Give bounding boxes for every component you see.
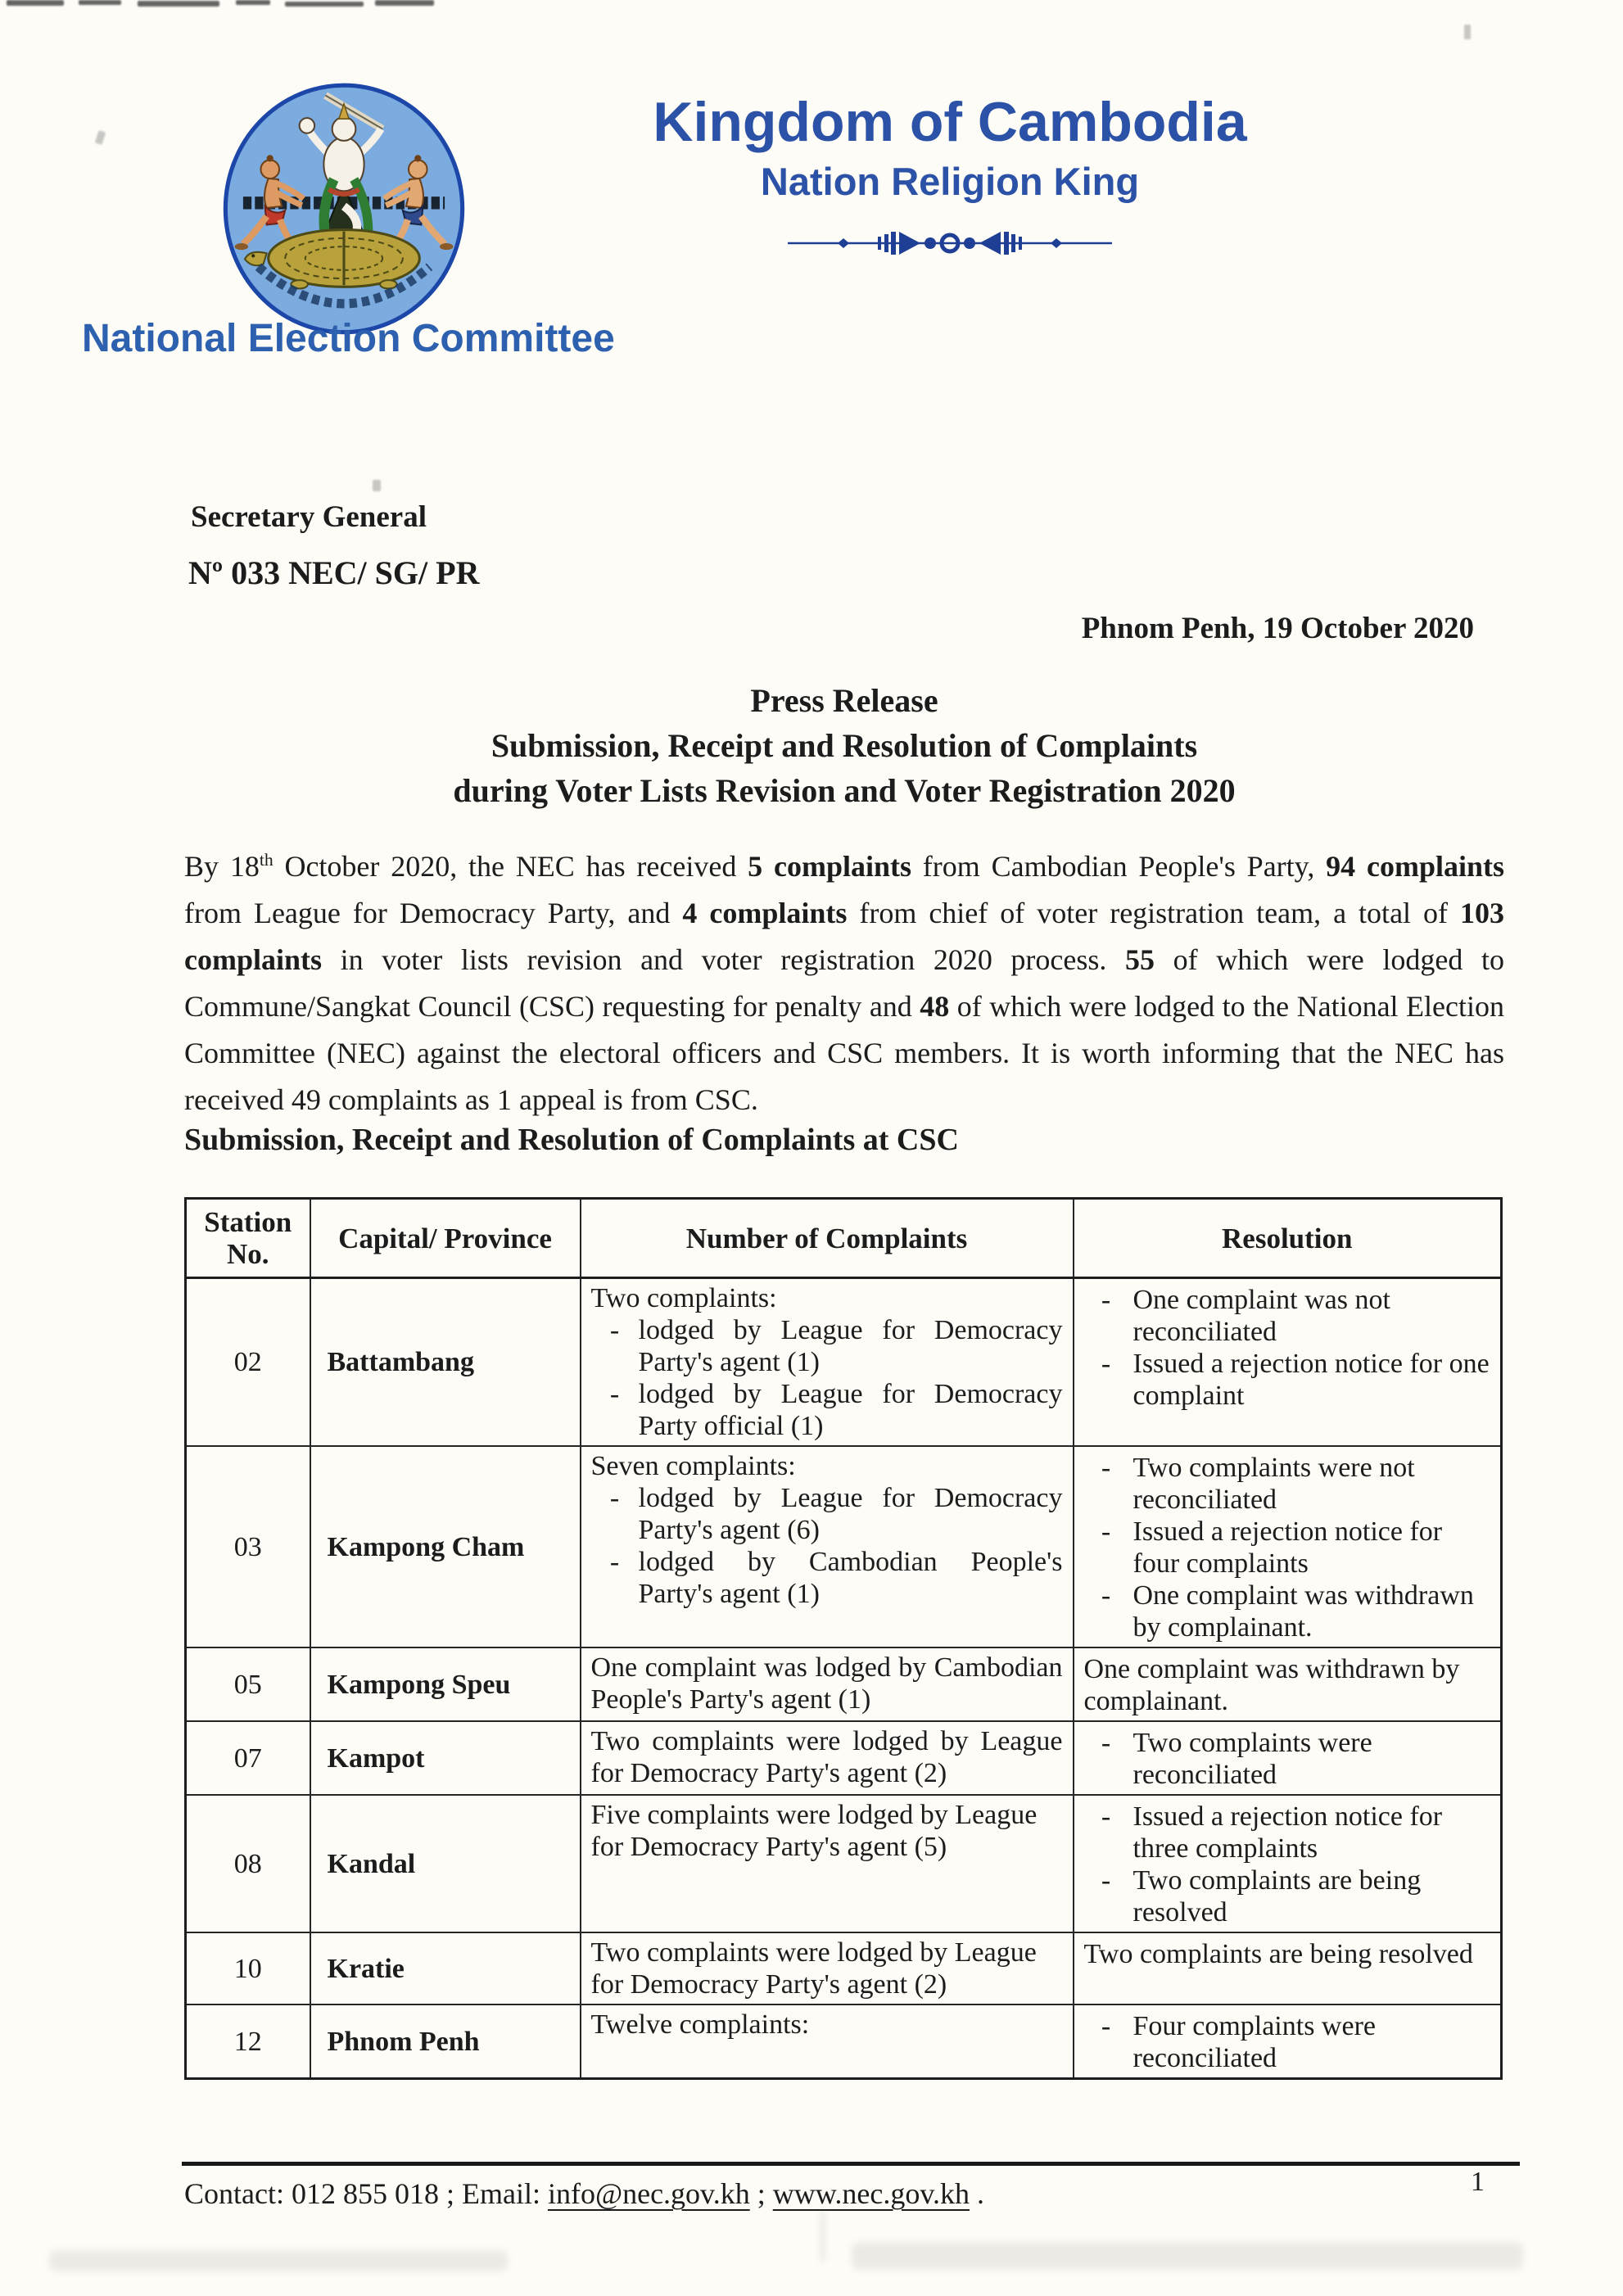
cell-capital-province: Phnom Penh <box>310 2004 581 2079</box>
bullet-text: Two complaints were not reconciliated <box>1132 1453 1415 1515</box>
scan-artifact <box>375 0 434 6</box>
title-line-3: during Voter Lists Revision and Voter Registration 2020 <box>453 772 1236 809</box>
cell-number-of-complaints <box>581 1795 1074 1932</box>
bullet-item <box>591 1378 1063 1442</box>
cell-capital-province: Kampong Cham <box>310 1446 581 1647</box>
bullet-text: One complaint was not reconciliated <box>1132 1285 1390 1347</box>
cell-capital-province: Battambang <box>310 1278 581 1447</box>
dash-marker: - <box>1101 1580 1111 1611</box>
section-title: Submission, Receipt and Resolution of Complaints at CSC <box>184 1123 959 1157</box>
cell-number-of-complaints <box>581 1721 1074 1795</box>
header-title-block <box>540 92 1359 264</box>
bullet-text: Two complaints are being resolved <box>1132 1865 1422 1928</box>
complaints-intro: Two complaints: <box>590 1283 777 1313</box>
dash-marker: - <box>1101 1865 1111 1896</box>
bullet-item <box>1079 1452 1494 1516</box>
bullet-item <box>1079 1727 1494 1791</box>
cell-station-no: 03 <box>186 1446 310 1647</box>
cell-station-no: 05 <box>186 1647 310 1721</box>
bullet-text: lodged by Cambodian People's Party's agent (1) <box>638 1547 1063 1609</box>
title-line-1: Press Release <box>750 682 938 719</box>
table-row <box>186 1721 1502 1795</box>
bullet-item <box>591 1482 1063 1546</box>
footer-separator: ; <box>749 2177 773 2210</box>
scan-artifact <box>285 2 364 7</box>
scan-smudge <box>852 2242 1523 2270</box>
dateline: Phnom Penh, 19 October 2020 <box>1081 612 1474 645</box>
cell-resolution <box>1074 1721 1502 1795</box>
footer <box>184 2167 1504 2211</box>
page-number: 1 <box>1471 2167 1485 2197</box>
col-header-capital-province: Capital/ Province <box>310 1199 581 1278</box>
bold-run: 55 <box>1125 943 1155 976</box>
complaints-intro: Twelve complaints: <box>590 2009 810 2040</box>
bullet-text: lodged by League for Democracy Party's agent (6) <box>638 1483 1063 1545</box>
committee-name: National Election Committee <box>82 317 615 360</box>
bullet-text: Four complaints were reconciliated <box>1132 2011 1376 2073</box>
col-header-resolution: Resolution <box>1074 1199 1502 1278</box>
cell-number-of-complaints <box>581 1647 1074 1721</box>
cell-resolution <box>1074 2004 1502 2079</box>
table-row <box>186 1795 1502 1932</box>
dash-marker: - <box>1101 2011 1111 2041</box>
col-header-station-no: Station No. <box>186 1199 310 1278</box>
bullet-text: Issued a rejection notice for one complaint <box>1132 1349 1490 1411</box>
text-run: By 18 <box>184 850 260 883</box>
footer-trailing: . <box>970 2177 985 2210</box>
text-run: of which were lodged to Commune/Sangkat Council (CSC) requesting for penalty and <box>184 943 1504 1023</box>
complaints-intro: Two complaints were lodged by League for Democracy Party's agent (2) <box>590 1937 1037 2000</box>
complaints-intro: Five complaints were lodged by League for Democracy Party's agent (5) <box>590 1800 1038 1862</box>
bullet-item <box>1079 1348 1494 1412</box>
dash-marker: - <box>609 1379 620 1409</box>
resolution-text: Two complaints are being resolved <box>1083 1939 1473 1969</box>
cell-capital-province: Kampong Speu <box>310 1647 581 1721</box>
bullet-text: One complaint was withdrawn by complainant. <box>1132 1580 1474 1643</box>
cell-number-of-complaints <box>581 2004 1074 2079</box>
bullet-item <box>1079 1801 1494 1864</box>
bullet-item <box>1079 1516 1494 1580</box>
bold-run: 48 <box>920 990 950 1023</box>
cell-resolution <box>1074 1932 1502 2004</box>
table-row <box>186 1647 1502 1721</box>
text-run: from League for Democracy Party, and <box>184 897 683 929</box>
dash-marker: - <box>1101 1801 1111 1832</box>
complaints-table <box>184 1197 1503 2080</box>
complaints-intro: Seven complaints: <box>590 1451 796 1481</box>
dash-marker: - <box>609 1483 620 1513</box>
scan-smudge <box>821 2211 824 2262</box>
bold-run: 103 complaints <box>184 897 1505 976</box>
nec-churning-emblem <box>218 80 470 341</box>
table-row <box>186 1278 1502 1447</box>
bold-run: 94 complaints <box>1326 850 1504 883</box>
scan-artifact <box>7 0 64 6</box>
complaints-intro: One complaint was lodged by Cambodian People's Party's agent (1) <box>590 1652 1063 1715</box>
document-title-block <box>152 678 1536 813</box>
bullet-item <box>1079 1580 1494 1643</box>
bullet-item <box>1079 2010 1494 2074</box>
cell-resolution <box>1074 1446 1502 1647</box>
text-run: in voter lists revision and voter registration 2020 process. <box>322 943 1126 976</box>
bullet-text: Issued a rejection notice for three complaints <box>1132 1801 1443 1864</box>
dash-marker: - <box>1101 1349 1111 1379</box>
dash-marker: - <box>1101 1285 1111 1315</box>
cell-station-no: 02 <box>186 1278 310 1447</box>
dash-marker: - <box>1101 1728 1111 1758</box>
col-header-number-of-complaints: Number of Complaints <box>581 1199 1074 1278</box>
scan-artifact <box>236 0 270 5</box>
cell-station-no: 07 <box>186 1721 310 1795</box>
scan-smudge <box>49 2250 508 2271</box>
text-run: October 2020, the NEC has received <box>273 850 748 883</box>
reference-number: Nº 033 NEC/ SG/ PR <box>188 554 480 591</box>
cell-resolution <box>1074 1647 1502 1721</box>
scan-artifact <box>95 130 106 145</box>
body-paragraph <box>184 843 1504 1123</box>
bullet-item <box>1079 1284 1494 1348</box>
issuing-office: Secretary General <box>191 500 427 534</box>
footer-rule <box>182 2162 1520 2166</box>
cell-station-no: 08 <box>186 1795 310 1932</box>
bullet-text: lodged by League for Democracy Party official (1) <box>638 1379 1063 1441</box>
cell-capital-province: Kandal <box>310 1795 581 1932</box>
complaints-intro: Two complaints were lodged by League for Democracy Party's agent (2) <box>590 1726 1063 1788</box>
title-line-2: Submission, Receipt and Resolution of Complaints <box>491 727 1198 764</box>
scan-artifact <box>79 0 121 5</box>
table-row <box>186 1932 1502 2004</box>
scan-artifact <box>1464 25 1471 39</box>
national-motto: Nation Religion King <box>760 160 1140 203</box>
email-link[interactable]: info@nec.gov.kh <box>547 2177 750 2210</box>
cell-number-of-complaints <box>581 1278 1074 1447</box>
bullet-text: lodged by League for Democracy Party's agent (1) <box>638 1315 1063 1377</box>
bold-run: 5 complaints <box>748 850 911 883</box>
cell-resolution <box>1074 1795 1502 1932</box>
cell-station-no: 10 <box>186 1932 310 2004</box>
bullet-text: Two complaints were reconciliated <box>1132 1728 1372 1790</box>
table-row <box>186 1446 1502 1647</box>
bullet-item <box>1079 1864 1494 1928</box>
ornamental-rule-icon <box>786 226 1114 260</box>
kingdom-title: Kingdom of Cambodia <box>653 91 1247 153</box>
dash-marker: - <box>609 1547 620 1577</box>
bullet-item <box>591 1314 1063 1378</box>
dash-marker: - <box>609 1315 620 1345</box>
cell-capital-province: Kampot <box>310 1721 581 1795</box>
dash-marker: - <box>1101 1516 1111 1547</box>
text-run: from chief of voter registration team, a total of <box>847 897 1461 929</box>
cell-resolution <box>1074 1278 1502 1447</box>
cell-station-no: 12 <box>186 2004 310 2079</box>
scan-artifact <box>373 480 381 491</box>
dash-marker: - <box>1101 1453 1111 1483</box>
bullet-item <box>591 1546 1063 1610</box>
cell-capital-province: Kratie <box>310 1932 581 2004</box>
text-run: from Cambodian People's Party, <box>911 850 1327 883</box>
text-run: of which were lodged to the National Election Committee (NEC) against the electoral officers and CSC members. It is worth informing that the NEC has received 49 complaints as 1 appeal is from CSC. <box>184 990 1504 1116</box>
bullet-text: Issued a rejection notice for four complaints <box>1132 1516 1443 1579</box>
table-row <box>186 2004 1502 2079</box>
scan-artifact <box>138 1 219 7</box>
website-link[interactable]: www.nec.gov.kh <box>772 2177 970 2210</box>
text-run: th <box>259 850 274 870</box>
bold-run: 4 complaints <box>682 897 848 929</box>
cell-number-of-complaints <box>581 1932 1074 2004</box>
resolution-text: One complaint was withdrawn by complainant. <box>1083 1654 1460 1716</box>
cell-number-of-complaints <box>581 1446 1074 1647</box>
contact-label: Contact: 012 855 018 ; Email: <box>184 2177 548 2210</box>
table-header-row <box>186 1199 1502 1278</box>
